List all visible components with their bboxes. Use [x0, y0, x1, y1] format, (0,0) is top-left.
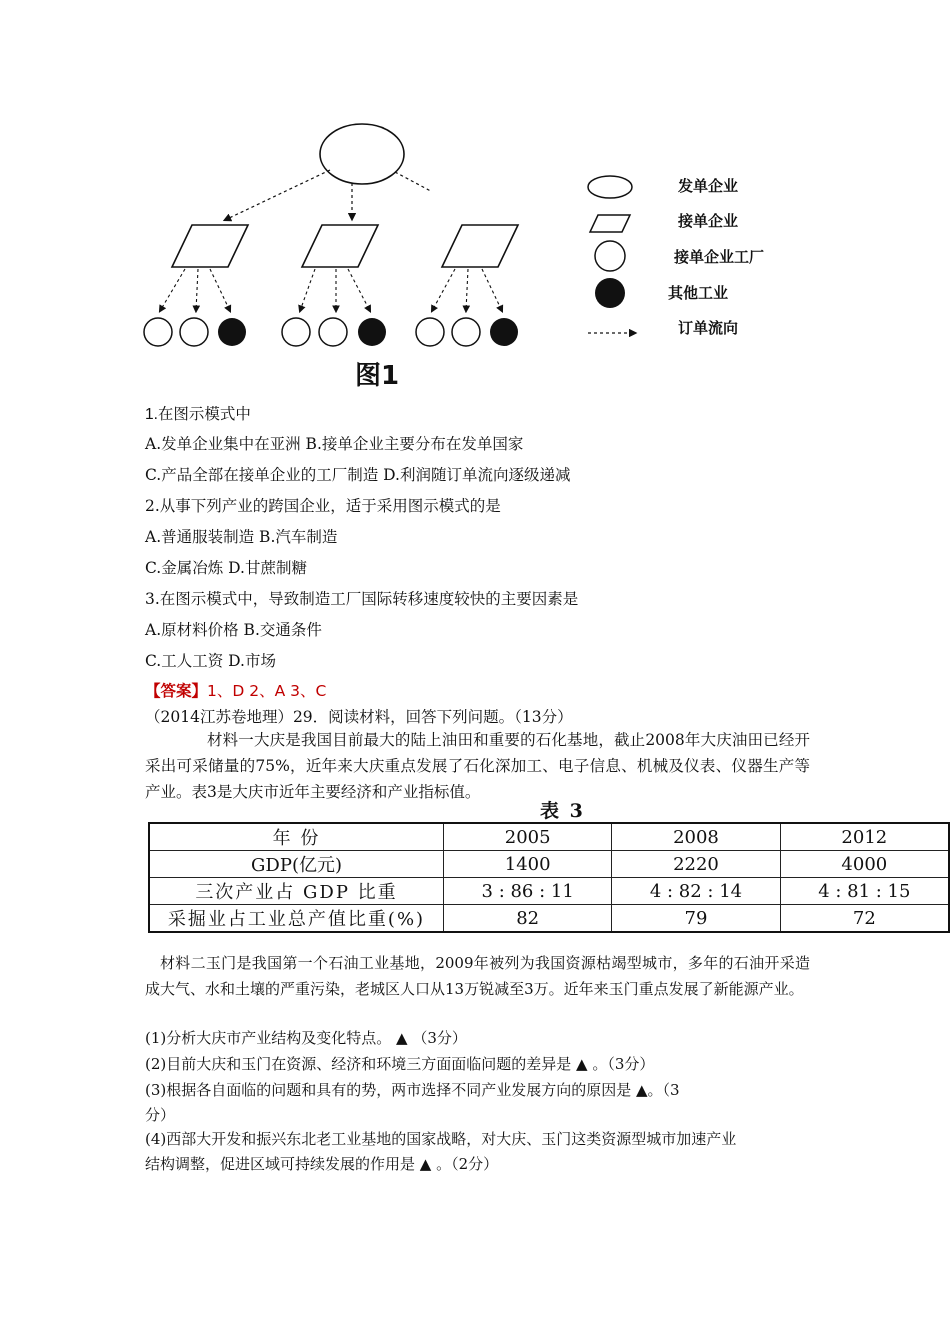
table-cell: 79: [612, 905, 780, 933]
legend-factory-label: 接单企业工厂: [674, 248, 765, 266]
receiver-node: [442, 225, 518, 267]
legend-shapes: [580, 170, 660, 345]
legend-flow-label: 订单流向: [678, 319, 739, 337]
legend-receiver-label: 接单企业: [678, 212, 739, 230]
receiver-node: [302, 225, 378, 267]
q3-stem: 3.在图示模式中，导致制造工厂国际转移速度较快的主要因素是: [145, 590, 579, 608]
table-cell: 2012: [780, 823, 949, 851]
table-cell: 2005: [444, 823, 612, 851]
factory-node: [416, 318, 444, 346]
sub-question-2: (2)目前大庆和玉门在资源、经济和环境三方面面临问题的差异是 ▲ 。（3分）: [145, 1055, 655, 1073]
legend-issuer-icon: [588, 176, 632, 198]
table-cell: 三次产业占 GDP 比重: [149, 878, 444, 905]
figure-caption: 图1: [355, 361, 400, 391]
material-2: 材料二玉门是我国第一个石油工业基地，2009年被列为我国资源枯竭型城市，多年的石油开采造成大气、水和土壤的严重污染，老城区人口从13万锐减至3万。近年来玉门重点发展了新能源产业。: [145, 954, 810, 998]
factory-node: [144, 318, 172, 346]
legend-factory-icon: [595, 241, 625, 271]
sub-question-3b: 分）: [145, 1106, 176, 1124]
table-row: [149, 878, 949, 905]
table-cell: 2008: [612, 823, 780, 851]
other-industry-node: [218, 318, 246, 346]
q1-stem: 1.在图示模式中: [145, 406, 251, 423]
answer-line: [145, 679, 326, 701]
receiver-node: [172, 225, 248, 267]
figure-1-diagram: [130, 115, 430, 355]
table-cell: 采掘业占工业总产值比重(%): [149, 905, 444, 933]
legend-issuer-label: 发单企业: [678, 177, 739, 195]
table-row: [149, 823, 949, 851]
table-row: [149, 851, 949, 878]
legend-other-icon: [595, 278, 625, 308]
other-industry-node: [490, 318, 518, 346]
legend-other-label: 其他工业: [668, 284, 729, 302]
q3-options-ab: A.原材料价格 B.交通条件: [145, 621, 322, 639]
q2-options-ab: A.普通服装制造 B.汽车制造: [145, 528, 338, 546]
table-cell: 4000: [780, 851, 949, 878]
other-industry-node: [358, 318, 386, 346]
table-cell: 4 : 81 : 15: [780, 878, 949, 905]
table-cell: 3 : 86 : 11: [444, 878, 612, 905]
sub-question-1: (1)分析大庆市产业结构及变化特点。 ▲ （3分）: [145, 1029, 467, 1047]
figure-1-diagram-right: [410, 215, 540, 355]
factory-node: [452, 318, 480, 346]
q1-options-cd: C.产品全部在接单企业的工厂制造 D.利润随订单流向逐级递减: [145, 466, 571, 484]
q1-options-ab: A.发单企业集中在亚洲 B.接单企业主要分布在发单国家: [145, 435, 524, 453]
q3-options-cd: C.工人工资 D.市场: [145, 652, 276, 670]
factory-node: [319, 318, 347, 346]
table-cell: 72: [780, 905, 949, 933]
table-cell: 82: [444, 905, 612, 933]
table-3-title: 表 3: [540, 800, 585, 822]
sub-question-4a: (4)西部大开发和振兴东北老工业基地的国家战略，对大庆、玉门这类资源型城市加速产业: [145, 1130, 737, 1148]
sub-question-4b: 结构调整，促进区域可持续发展的作用是 ▲ 。（2分）: [145, 1155, 499, 1173]
answer-tag: 【答案】: [145, 682, 208, 700]
table-cell: 4 : 82 : 14: [612, 878, 780, 905]
material-1: 材料一大庆是我国目前最大的陆上油田和重要的石化基地，截止2008年大庆油田已经开采出可采储量的75%，近年来大庆重点发展了石化深加工、电子信息、机械及仪表、仪器生产等产业。表3是大庆市近年主要经济和产业指标值。: [145, 731, 810, 801]
table-cell: 年 份: [149, 823, 444, 851]
table-cell: GDP(亿元): [149, 851, 444, 878]
factory-node: [180, 318, 208, 346]
table-row: [149, 905, 949, 933]
q29-heading: （2014江苏卷地理）29．阅读材料，回答下列问题。（13分）: [145, 708, 573, 726]
q2-stem: 2.从事下列产业的跨国企业，适于采用图示模式的是: [145, 497, 501, 515]
table-cell: 2220: [612, 851, 780, 878]
sub-question-3a: (3)根据各自面临的问题和具有的势，两市选择不同产业发展方向的原因是 ▲。（3: [145, 1081, 680, 1099]
issuer-node: [320, 124, 404, 184]
table-cell: 1400: [444, 851, 612, 878]
answer-value: 1、D 2、A 3、C: [207, 682, 327, 700]
factory-node: [282, 318, 310, 346]
legend-receiver-icon: [590, 215, 630, 232]
q2-options-cd: C.金属冶炼 D.甘蔗制糖: [145, 559, 307, 577]
table-3: [148, 822, 950, 933]
